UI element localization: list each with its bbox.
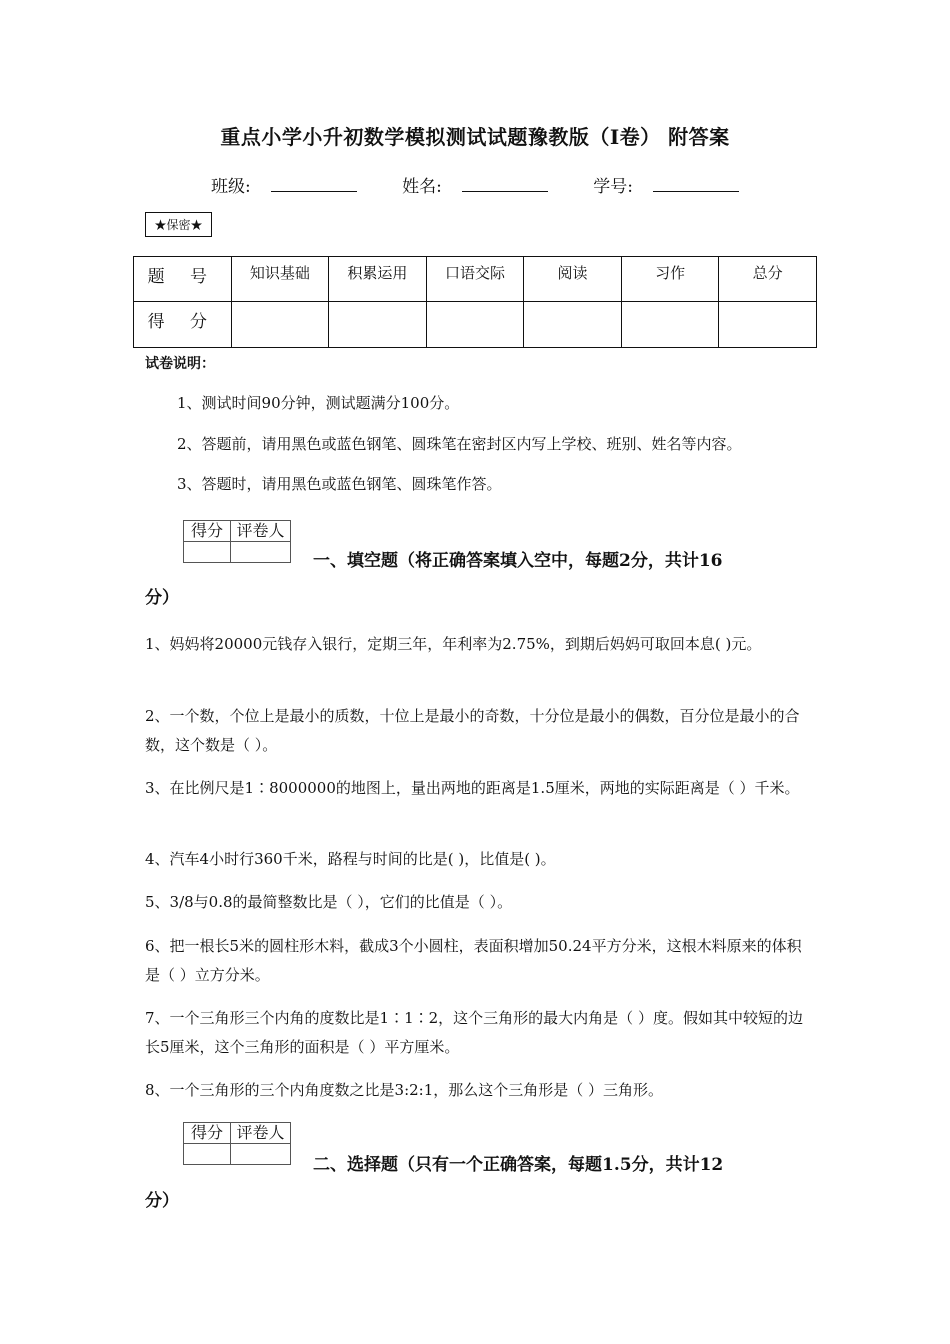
grader-box [183, 520, 291, 563]
page-title: 重点小学小升初数学模拟测试试题豫教版（I卷） 附答案 [220, 125, 730, 149]
grader-score-label: 得分 [184, 521, 231, 542]
section-2-title: 二、选择题（只有一个正确答案，每题1.5分，共计12 [313, 1155, 724, 1175]
name-field [392, 172, 558, 197]
question-item: 4、汽车4小时行360千米，路程与时间的比是( )，比值是( )。 [145, 850, 556, 868]
grader-score-cell[interactable] [184, 542, 231, 563]
name-label: 姓名: [402, 177, 442, 197]
question-item: 3、在比例尺是1∶8000000的地图上，量出两地的距离是1.5厘米，两地的实际距离是（ ）千米。 [145, 779, 800, 797]
question-item: 8、一个三角形的三个内角度数之比是3:2:1，那么这个三角形是（ ）三角形。 [145, 1081, 664, 1099]
instruction-item: 3、答题时，请用黑色或蓝色钢笔、圆珠笔作答。 [177, 475, 502, 493]
section-2-title-tail: 分） [145, 1191, 179, 1211]
class-label: 班级: [210, 177, 251, 197]
class-field [201, 172, 367, 197]
grader-reviewer-label: 评卷人 [231, 521, 291, 542]
score-table-column: 口语交际 [426, 257, 524, 302]
score-table-column: 阅读 [524, 257, 622, 302]
instruction-item: 2、答题前，请用黑色或蓝色钢笔、圆珠笔在密封区内写上学校、班别、姓名等内容。 [177, 435, 742, 453]
score-table-column: 习作 [621, 257, 719, 302]
score-table-score-label: 得 分 [134, 302, 232, 348]
grader-reviewer-label: 评卷人 [231, 1123, 291, 1144]
grader-box [183, 1122, 291, 1165]
question-item: 2、一个数，个位上是最小的质数，十位上是最小的奇数，十分位是最小的偶数，百分位是最小的合数，这个数是（ ）。 [145, 707, 800, 754]
grader-reviewer-cell[interactable] [231, 542, 291, 563]
score-cell[interactable] [719, 302, 817, 348]
score-table-column: 知识基础 [231, 257, 329, 302]
score-cell[interactable] [329, 302, 427, 348]
score-cell[interactable] [524, 302, 622, 348]
question-item: 1、妈妈将20000元钱存入银行，定期三年，年利率为2.75%，到期后妈妈可取回本息( )元。 [145, 635, 762, 653]
score-table-column: 积累运用 [329, 257, 427, 302]
question-item: 6、把一根长5米的圆柱形木料，截成3个小圆柱，表面积增加50.24平方分米，这根木料原来的体积是（ ）立方分米。 [145, 937, 802, 984]
id-label: 学号: [593, 177, 633, 197]
id-field [583, 172, 749, 197]
score-cell[interactable] [231, 302, 329, 348]
name-blank[interactable] [462, 177, 548, 192]
confidential-badge: ★保密★ [145, 212, 212, 237]
instruction-item: 1、测试时间90分钟，测试题满分100分。 [177, 394, 460, 412]
class-blank[interactable] [271, 177, 357, 192]
grader-score-label: 得分 [184, 1123, 231, 1144]
score-cell[interactable] [426, 302, 524, 348]
score-table-header-label: 题 号 [134, 257, 232, 302]
grader-reviewer-cell[interactable] [231, 1144, 291, 1165]
student-info-line [0, 172, 950, 197]
section-1-title: 一、填空题（将正确答案填入空中，每题2分，共计16 [313, 551, 723, 571]
instructions-heading: 试卷说明： [145, 356, 215, 372]
grader-score-cell[interactable] [184, 1144, 231, 1165]
score-table [133, 256, 817, 348]
section-1-title-tail: 分） [145, 588, 179, 608]
score-table-column: 总分 [719, 257, 817, 302]
question-item: 7、一个三角形三个内角的度数比是1∶1∶2，这个三角形的最大内角是（ ）度。假如其中较短的边长5厘米，这个三角形的面积是（ ）平方厘米。 [145, 1009, 803, 1056]
id-blank[interactable] [653, 177, 739, 192]
question-item: 5、3/8与0.8的最简整数比是（ ），它们的比值是（ ）。 [145, 893, 513, 911]
score-cell[interactable] [621, 302, 719, 348]
